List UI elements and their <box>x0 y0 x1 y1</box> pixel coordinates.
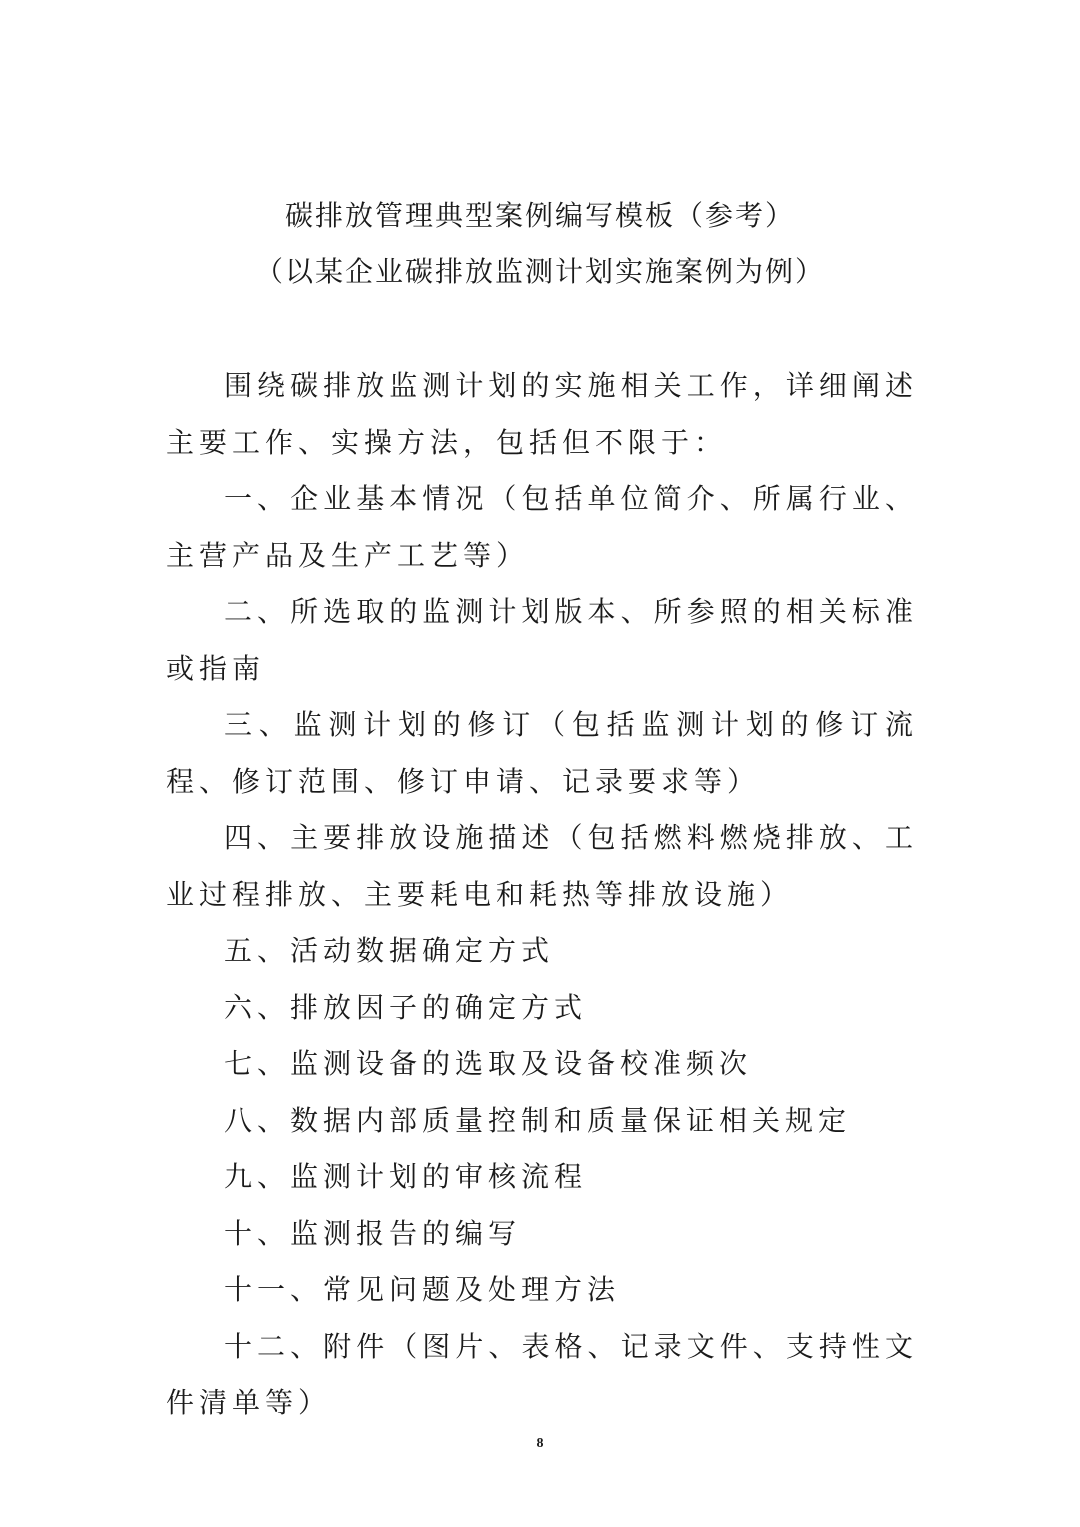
list-item: 七、监测设备的选取及设备校准频次 <box>224 1047 753 1080</box>
list-item: 一、企业基本情况（包括单位简介、所属行业、主营产品及生产工艺等） <box>166 482 918 572</box>
page-number: 8 <box>536 1436 544 1451</box>
intro-paragraph: 围绕碳排放监测计划的实施相关工作，详细阐述主要工作、实操方法，包括但不限于： <box>166 369 918 459</box>
list-item: 十一、常见问题及处理方法 <box>224 1273 621 1306</box>
list-item: 三、监测计划的修订（包括监测计划的修订流程、修订范围、修订申请、记录要求等） <box>166 708 918 798</box>
list-item: 四、主要排放设施描述（包括燃料燃烧排放、工业过程排放、主要耗电和耗热等排放设施） <box>166 821 918 911</box>
list-item: 五、活动数据确定方式 <box>224 934 555 967</box>
list-item: 九、监测计划的审核流程 <box>224 1160 588 1193</box>
document-title: 碳排放管理典型案例编写模板（参考） <box>284 199 795 232</box>
list-item: 八、数据内部质量控制和质量保证相关规定 <box>224 1103 852 1137</box>
list-item: 二、所选取的监测计划版本、所参照的相关标准或指南 <box>166 595 918 685</box>
list-item: 六、排放因子的确定方式 <box>224 990 588 1024</box>
document-body <box>166 358 918 1432</box>
document-subtitle: （以某企业碳排放监测计划实施案例为例） <box>254 255 825 288</box>
list-item: 十二、附件（图片、表格、记录文件、支持性文件清单等） <box>166 1329 918 1419</box>
list-item: 十、监测报告的编写 <box>224 1216 522 1250</box>
